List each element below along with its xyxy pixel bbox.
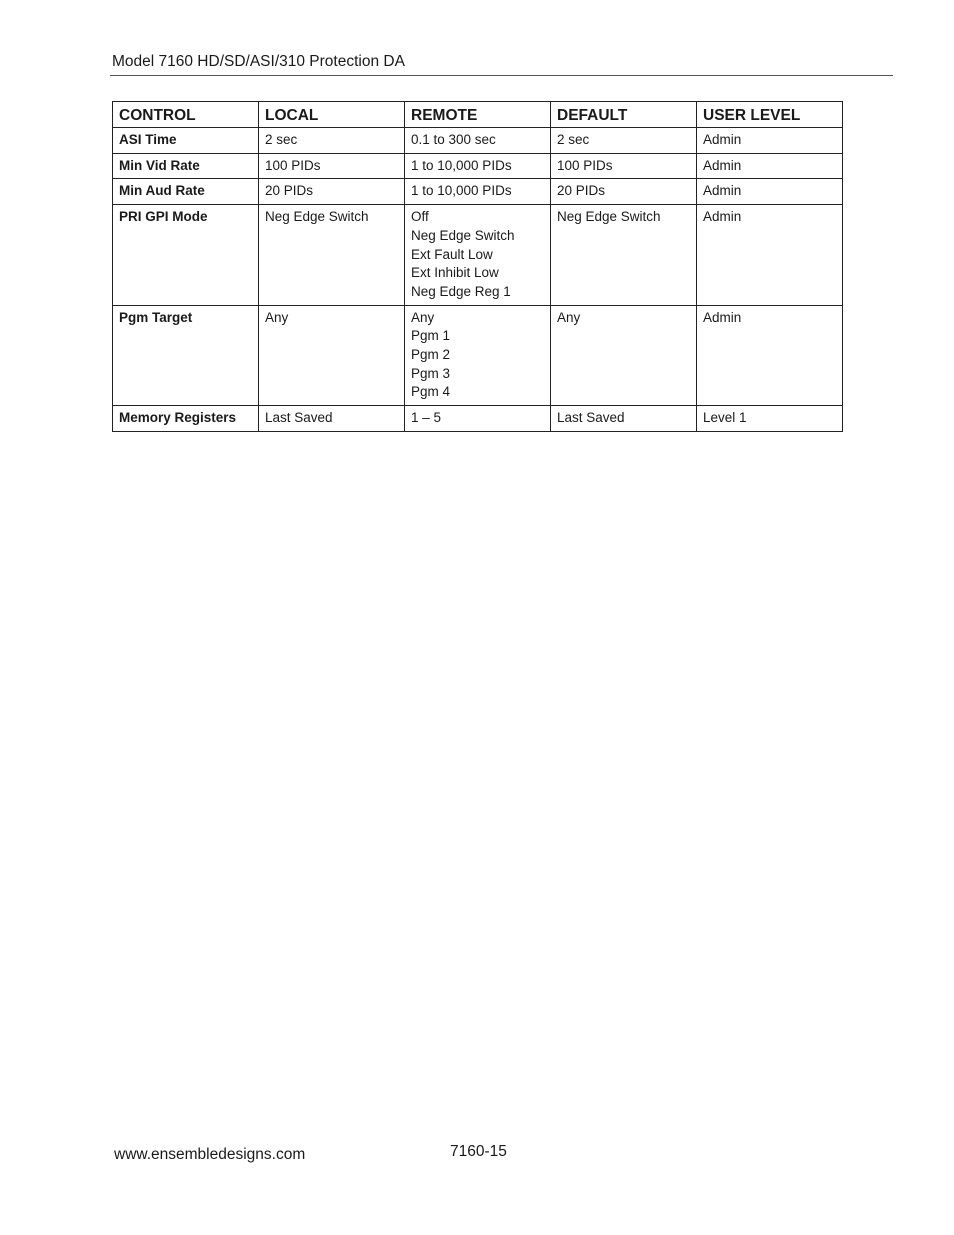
remote-option: Ext Fault Low — [411, 246, 493, 262]
default-cell: Last Saved — [551, 406, 697, 432]
remote-option: 0.1 to 300 sec — [411, 132, 496, 147]
local-cell: Any — [259, 305, 405, 406]
remote-cell — [405, 406, 551, 432]
local-cell: Neg Edge Switch — [259, 205, 405, 306]
remote-option: Pgm 2 — [411, 347, 451, 363]
remote-option: Neg Edge Reg 1 — [411, 283, 511, 299]
user-level-cell: Admin — [697, 205, 843, 306]
control-cell: Min Aud Rate — [113, 179, 259, 205]
column-header-control: CONTROL — [113, 102, 259, 128]
remote-option: Neg Edge Switch — [411, 227, 515, 243]
table-row — [113, 128, 843, 154]
control-cell: ASI Time — [113, 128, 259, 154]
remote-cell — [405, 128, 551, 154]
remote-cell — [405, 179, 551, 205]
control-cell: Pgm Target — [113, 305, 259, 406]
table-row — [113, 406, 843, 432]
page-header-title: Model 7160 HD/SD/ASI/310 Protection DA — [112, 53, 405, 70]
remote-cell — [405, 305, 551, 406]
column-header-remote: REMOTE — [405, 102, 551, 128]
control-cell: Memory Registers — [113, 406, 259, 432]
table-row — [113, 179, 843, 205]
remote-option: Any — [411, 309, 435, 325]
column-header-default: DEFAULT — [551, 102, 697, 128]
user-level-cell: Admin — [697, 179, 843, 205]
remote-option: Pgm 3 — [411, 365, 451, 381]
page-number: 7160-15 — [450, 1143, 507, 1160]
local-cell: 20 PIDs — [259, 179, 405, 205]
table-header-row — [113, 102, 843, 128]
table-row — [113, 305, 843, 406]
remote-option: 1 to 10,000 PIDs — [411, 157, 512, 173]
control-cell: PRI GPI Mode — [113, 205, 259, 306]
default-cell: 100 PIDs — [551, 153, 697, 179]
default-cell: Neg Edge Switch — [551, 205, 697, 306]
remote-option: Off — [411, 209, 429, 225]
default-cell: Any — [551, 305, 697, 406]
local-cell: 100 PIDs — [259, 153, 405, 179]
remote-option: Ext Inhibit Low — [411, 265, 499, 281]
user-level-cell: Level 1 — [697, 406, 843, 432]
settings-table — [112, 101, 843, 432]
remote-option: 1 – 5 — [411, 410, 442, 426]
column-header-user-level: USER LEVEL — [697, 102, 843, 128]
default-cell: 2 sec — [551, 128, 697, 154]
table-row — [113, 205, 843, 306]
remote-option: Pgm 1 — [411, 328, 451, 344]
footer-website-link[interactable]: www.ensembledesigns.com — [114, 1146, 306, 1163]
remote-option: Pgm 4 — [411, 384, 451, 400]
control-cell: Min Vid Rate — [113, 153, 259, 179]
remote-option: 1 to 10,000 PIDs — [411, 183, 512, 199]
user-level-cell: Admin — [697, 153, 843, 179]
column-header-local: LOCAL — [259, 102, 405, 128]
remote-cell — [405, 153, 551, 179]
table-row — [113, 153, 843, 179]
default-cell: 20 PIDs — [551, 179, 697, 205]
local-cell: 2 sec — [259, 128, 405, 154]
local-cell: Last Saved — [259, 406, 405, 432]
remote-cell — [405, 205, 551, 306]
header-divider — [110, 75, 893, 76]
user-level-cell: Admin — [697, 128, 843, 154]
user-level-cell: Admin — [697, 305, 843, 406]
